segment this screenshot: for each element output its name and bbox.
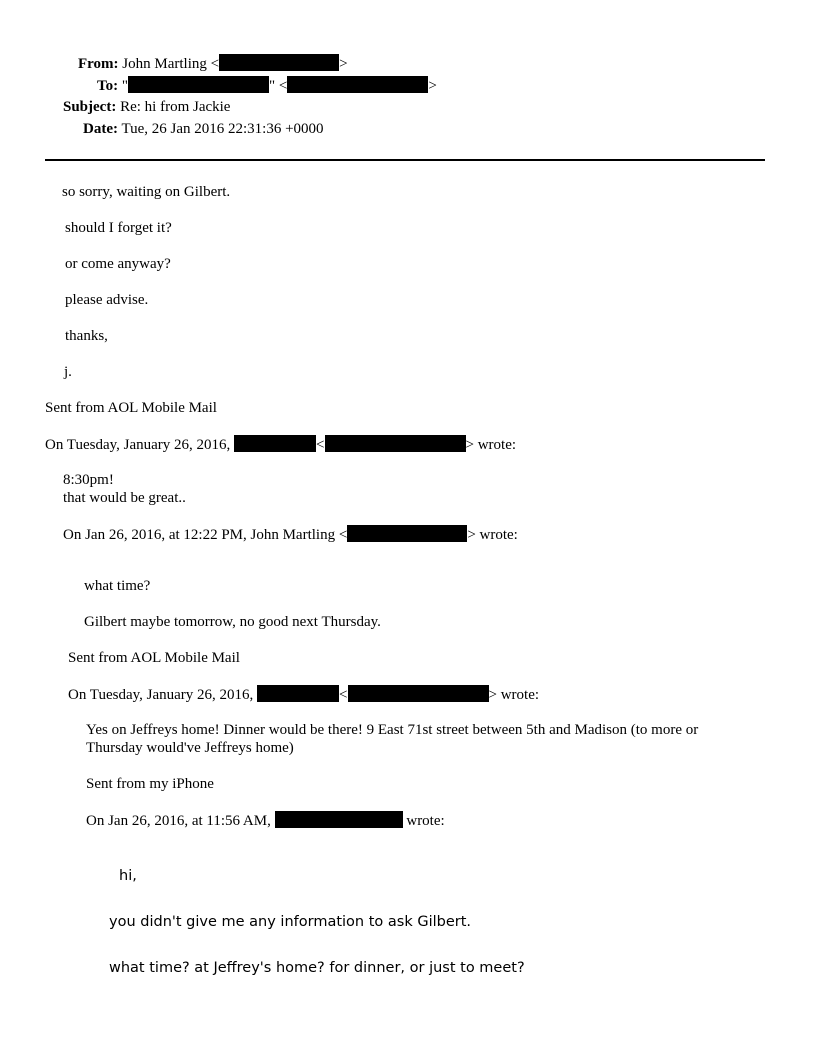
from-email-redacted: < > — [210, 56, 348, 72]
body-line-2: should I forget it? — [65, 220, 172, 236]
quote4-line-3: what time? at Jeffrey's home? for dinner, or just to meet? — [109, 960, 525, 976]
quote1-line-2: that would be great.. — [63, 490, 186, 506]
to-redacted: " " < > — [121, 78, 437, 94]
quote1-attribution: On Tuesday, January 26, 2016, < > wrote: — [45, 437, 517, 453]
date-text: Tue, 26 Jan 2016 22:31:36 +0000 — [121, 121, 324, 137]
from-row — [78, 54, 348, 73]
quote3-attribution-prefix: On Tuesday, January 26, 2016, — [68, 687, 254, 703]
quote2-attribution: On Jan 26, 2016, at 12:22 PM, John Martling < > wrote: — [63, 527, 518, 543]
quote3-wrote: wrote: — [500, 687, 540, 703]
quote4-line-2: you didn't give me any information to ask Gilbert. — [109, 914, 472, 930]
redacted-email — [325, 435, 466, 452]
quote1-line-1: 8:30pm! — [63, 472, 114, 488]
body-line-6: j. — [64, 364, 72, 380]
quote4-attribution-prefix: On Jan 26, 2016, at 11:56 AM, — [86, 813, 271, 829]
redacted-name — [234, 435, 316, 452]
quote2-attribution-prefix: On Jan 26, 2016, at 12:22 PM, John Martling — [63, 527, 336, 543]
redacted-name — [257, 685, 339, 702]
quote3-line-1: Yes on Jeffreys home! Dinner would be there! 9 East 71st street between 5th and Madison (to more or — [86, 722, 699, 738]
from-name: John Martling — [122, 56, 207, 72]
redacted-email — [347, 525, 467, 542]
quote2-line-2: Gilbert maybe tomorrow, no good next Thursday. — [84, 614, 381, 630]
quote2-signature: Sent from AOL Mobile Mail — [68, 650, 240, 666]
body-line-1: so sorry, waiting on Gilbert. — [62, 184, 231, 200]
quote2-wrote: wrote: — [479, 527, 518, 543]
body-line-5: thanks, — [65, 328, 108, 344]
body-line-3: or come anyway? — [65, 256, 171, 272]
quote1-attribution-prefix: On Tuesday, January 26, 2016, — [45, 437, 231, 453]
redacted-name — [275, 811, 403, 828]
quote3-signature: Sent from my iPhone — [86, 776, 214, 792]
subject-text: Re: hi from Jackie — [120, 99, 231, 115]
redacted-email — [348, 685, 489, 702]
quote2-line-1: what time? — [84, 578, 151, 594]
subject-row — [63, 98, 230, 116]
quote3-attribution: On Tuesday, January 26, 2016, < > wrote: — [68, 687, 540, 703]
header-divider — [45, 159, 765, 161]
to-label: To: — [97, 78, 119, 94]
date-row — [83, 120, 324, 138]
signature-aol: Sent from AOL Mobile Mail — [45, 400, 217, 416]
quote3-line-2: Thursday would've Jeffreys home) — [86, 740, 294, 756]
subject-label: Subject: — [63, 99, 117, 115]
quote4-wrote: wrote: — [406, 813, 445, 829]
quote4-attribution — [86, 811, 445, 830]
quote1-wrote: wrote: — [477, 437, 517, 453]
to-row — [97, 76, 437, 95]
quote4-line-1: hi, — [119, 868, 137, 884]
date-label: Date: — [83, 121, 118, 137]
from-label: From: — [78, 56, 119, 72]
body-line-4: please advise. — [65, 292, 149, 308]
